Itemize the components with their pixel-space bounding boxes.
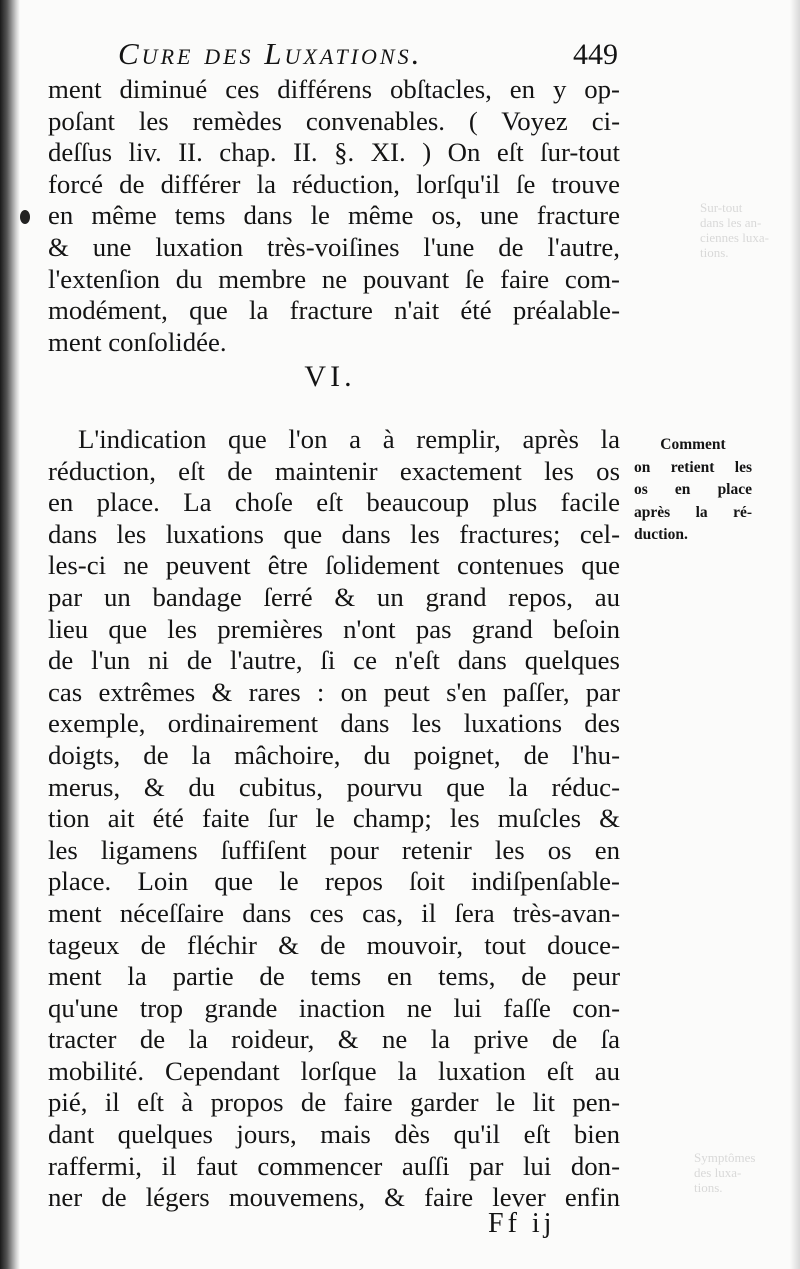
text-line: mobilité. Cependant lorſque la luxation eſt au bbox=[48, 1055, 620, 1086]
text-line: modément, que la fracture n'ait été préalable- bbox=[48, 295, 620, 326]
text-line: poſant les remèdes convenables. ( Voyez ci- bbox=[48, 105, 620, 136]
text-line: l'extenſion du membre ne pouvant ſe faire com- bbox=[48, 263, 620, 294]
text-line: ner de légers mouvemens, & faire lever enfin bbox=[48, 1182, 620, 1213]
margin-note-line: après la ré- bbox=[634, 503, 752, 521]
text-line: les-ci ne peuvent être ſolidement contenues que bbox=[48, 550, 620, 581]
paragraph-2 bbox=[48, 424, 620, 1214]
text-line: forcé de différer la réduction, lorſqu'il ſe trouve bbox=[48, 168, 620, 199]
text-line: tion ait été faite ſur le champ; les muſcles & bbox=[48, 803, 620, 834]
text-line: ment conſolidée. bbox=[48, 326, 227, 357]
page-edge bbox=[790, 0, 800, 1269]
running-head: Cure des Luxations. bbox=[118, 36, 423, 71]
text-line: raffermi, il faut commencer auſſi par lui don- bbox=[48, 1150, 620, 1181]
text-line: en place. La choſe eſt beaucoup plus facile bbox=[48, 487, 620, 518]
text-line: dant quelques jours, mais dès qu'il eſt bien bbox=[48, 1119, 620, 1150]
margin-note bbox=[634, 434, 752, 547]
paragraph-1 bbox=[48, 74, 620, 358]
text-line: ment diminué ces différens obſtacles, en y op- bbox=[48, 74, 620, 104]
section-number: VI. bbox=[304, 360, 356, 393]
text-line: qu'une trop grande inaction ne lui faſſe con- bbox=[48, 992, 620, 1023]
signature-mark: Ff ij bbox=[488, 1208, 556, 1239]
text-line: lieu que les premières n'ont pas grand beſoin bbox=[48, 613, 620, 644]
text-line: pié, il eſt à propos de faire garder le lit pen- bbox=[48, 1087, 620, 1118]
text-line: dans les luxations que dans les fractures; cel- bbox=[48, 518, 620, 549]
text-line: ment néceſſaire dans ces cas, il ſera très-avan- bbox=[48, 897, 620, 928]
margin-note-line: Comment bbox=[660, 436, 726, 453]
binding-shadow bbox=[0, 0, 20, 1269]
text-line: exemple, ordinairement dans les luxations des bbox=[48, 708, 620, 739]
page-header bbox=[118, 32, 618, 76]
text-line: merus, & du cubitus, pourvu que la réduc- bbox=[48, 771, 620, 802]
show-through-text: Sur-tout dans les an- ciennes luxa- tions. bbox=[700, 200, 769, 260]
text-line: les ligamens ſuffiſent pour retenir les os en bbox=[48, 834, 620, 865]
text-line: de l'un ni de l'autre, ſi ce n'eſt dans quelques bbox=[48, 645, 620, 676]
text-line: ment la partie de tems en tems, de peur bbox=[48, 961, 620, 992]
text-line: en même tems dans le même os, une fracture bbox=[48, 200, 620, 231]
margin-note-line: on retient les bbox=[634, 458, 752, 476]
text-line: & une luxation très-voiſines l'une de l'autre, bbox=[48, 231, 620, 262]
text-line: deſſus liv. II. chap. II. §. XI. ) On eſt ſur-tout bbox=[48, 137, 620, 168]
text-line: réduction, eſt de maintenir exactement les os bbox=[48, 455, 620, 486]
margin-note-line: os en place bbox=[634, 481, 752, 498]
text-line: L'indication que l'on a à remplir, après la bbox=[78, 424, 620, 454]
text-line: par un bandage ſerré & un grand repos, au bbox=[48, 581, 620, 612]
show-through-text: Symptômes des luxa- tions. bbox=[694, 1150, 756, 1195]
text-line: tracter de la roideur, & ne la prive de ſa bbox=[48, 1024, 620, 1055]
text-line: tageux de fléchir & de mouvoir, tout douce- bbox=[48, 929, 620, 960]
ink-blot bbox=[20, 210, 30, 224]
text-line: doigts, de la mâchoire, du poignet, de l'hu- bbox=[48, 739, 620, 770]
margin-note-line: duction. bbox=[634, 526, 688, 543]
text-line: cas extrêmes & rares : on peut s'en paſſer, par bbox=[48, 676, 620, 707]
text-line: place. Loin que le repos ſoit indiſpenſable- bbox=[48, 866, 620, 897]
page-number: 449 bbox=[573, 38, 618, 71]
